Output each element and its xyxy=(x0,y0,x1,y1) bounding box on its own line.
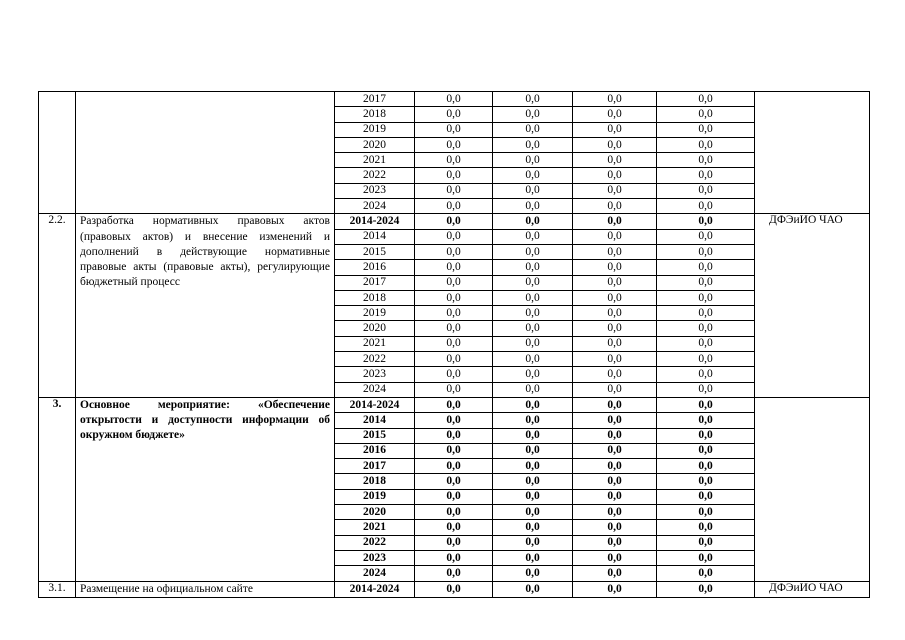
year-cell: 2016 xyxy=(335,260,415,275)
value-cell: 0,0 xyxy=(493,397,573,412)
value-cell: 0,0 xyxy=(493,535,573,550)
value-cell: 0,0 xyxy=(415,107,493,122)
value-cell: 0,0 xyxy=(657,153,755,168)
value-cell: 0,0 xyxy=(573,92,657,107)
executor-cell: ДФЭиИО ЧАО xyxy=(755,214,870,398)
year-cell: 2019 xyxy=(335,306,415,321)
value-cell: 0,0 xyxy=(493,581,573,597)
section-number: 3. xyxy=(39,397,76,581)
value-cell: 0,0 xyxy=(415,306,493,321)
value-cell: 0,0 xyxy=(415,535,493,550)
year-cell: 2014-2024 xyxy=(335,581,415,597)
value-cell: 0,0 xyxy=(493,168,573,183)
value-cell: 0,0 xyxy=(657,275,755,290)
year-cell: 2018 xyxy=(335,474,415,489)
value-cell: 0,0 xyxy=(415,474,493,489)
value-cell: 0,0 xyxy=(573,199,657,214)
value-cell: 0,0 xyxy=(415,550,493,565)
value-cell: 0,0 xyxy=(573,352,657,367)
value-cell: 0,0 xyxy=(493,199,573,214)
value-cell: 0,0 xyxy=(415,443,493,458)
value-cell: 0,0 xyxy=(657,581,755,597)
value-cell: 0,0 xyxy=(573,107,657,122)
value-cell: 0,0 xyxy=(493,459,573,474)
value-cell: 0,0 xyxy=(573,535,657,550)
value-cell: 0,0 xyxy=(493,92,573,107)
year-cell: 2014-2024 xyxy=(335,214,415,229)
value-cell: 0,0 xyxy=(493,306,573,321)
value-cell: 0,0 xyxy=(493,428,573,443)
value-cell: 0,0 xyxy=(573,229,657,244)
table-row xyxy=(39,397,870,412)
value-cell: 0,0 xyxy=(415,122,493,137)
value-cell: 0,0 xyxy=(415,413,493,428)
value-cell: 0,0 xyxy=(657,122,755,137)
value-cell: 0,0 xyxy=(415,459,493,474)
value-cell: 0,0 xyxy=(657,107,755,122)
value-cell: 0,0 xyxy=(493,183,573,198)
value-cell: 0,0 xyxy=(493,352,573,367)
value-cell: 0,0 xyxy=(657,505,755,520)
value-cell: 0,0 xyxy=(573,336,657,351)
year-cell: 2014 xyxy=(335,413,415,428)
value-cell: 0,0 xyxy=(657,550,755,565)
year-cell: 2017 xyxy=(335,275,415,290)
value-cell: 0,0 xyxy=(493,443,573,458)
value-cell: 0,0 xyxy=(657,92,755,107)
table-row xyxy=(39,214,870,229)
year-cell: 2018 xyxy=(335,107,415,122)
value-cell: 0,0 xyxy=(657,306,755,321)
value-cell: 0,0 xyxy=(493,505,573,520)
value-cell: 0,0 xyxy=(415,137,493,152)
table-row xyxy=(39,581,870,597)
budget-table xyxy=(38,91,870,598)
year-cell: 2018 xyxy=(335,290,415,305)
year-cell: 2014 xyxy=(335,229,415,244)
value-cell: 0,0 xyxy=(573,505,657,520)
value-cell: 0,0 xyxy=(657,321,755,336)
value-cell: 0,0 xyxy=(415,520,493,535)
value-cell: 0,0 xyxy=(493,489,573,504)
value-cell: 0,0 xyxy=(415,367,493,382)
value-cell: 0,0 xyxy=(573,382,657,397)
executor-cell: ДФЭиИО ЧАО xyxy=(755,581,870,597)
value-cell: 0,0 xyxy=(415,229,493,244)
value-cell: 0,0 xyxy=(415,214,493,229)
value-cell: 0,0 xyxy=(573,137,657,152)
value-cell: 0,0 xyxy=(573,428,657,443)
section-number xyxy=(39,92,76,214)
year-cell: 2017 xyxy=(335,92,415,107)
value-cell: 0,0 xyxy=(493,382,573,397)
value-cell: 0,0 xyxy=(657,443,755,458)
value-cell: 0,0 xyxy=(573,122,657,137)
year-cell: 2024 xyxy=(335,566,415,581)
value-cell: 0,0 xyxy=(415,153,493,168)
value-cell: 0,0 xyxy=(573,153,657,168)
value-cell: 0,0 xyxy=(573,566,657,581)
year-cell: 2020 xyxy=(335,321,415,336)
value-cell: 0,0 xyxy=(493,336,573,351)
section-name: Основное мероприятие: «Обеспечение открытости и доступности информации об окружном бюджете» xyxy=(76,397,335,581)
year-cell: 2022 xyxy=(335,535,415,550)
value-cell: 0,0 xyxy=(415,382,493,397)
value-cell: 0,0 xyxy=(415,199,493,214)
year-cell: 2015 xyxy=(335,244,415,259)
value-cell: 0,0 xyxy=(573,581,657,597)
value-cell: 0,0 xyxy=(573,168,657,183)
value-cell: 0,0 xyxy=(493,107,573,122)
value-cell: 0,0 xyxy=(657,183,755,198)
value-cell: 0,0 xyxy=(415,168,493,183)
year-cell: 2023 xyxy=(335,367,415,382)
value-cell: 0,0 xyxy=(415,92,493,107)
year-cell: 2014-2024 xyxy=(335,397,415,412)
value-cell: 0,0 xyxy=(493,122,573,137)
year-cell: 2024 xyxy=(335,199,415,214)
value-cell: 0,0 xyxy=(657,489,755,504)
value-cell: 0,0 xyxy=(415,397,493,412)
section-number: 2.2. xyxy=(39,214,76,398)
value-cell: 0,0 xyxy=(657,290,755,305)
value-cell: 0,0 xyxy=(657,428,755,443)
year-cell: 2020 xyxy=(335,137,415,152)
value-cell: 0,0 xyxy=(493,474,573,489)
value-cell: 0,0 xyxy=(493,550,573,565)
year-cell: 2022 xyxy=(335,352,415,367)
section-name xyxy=(76,92,335,214)
value-cell: 0,0 xyxy=(573,459,657,474)
value-cell: 0,0 xyxy=(573,290,657,305)
value-cell: 0,0 xyxy=(573,397,657,412)
value-cell: 0,0 xyxy=(415,428,493,443)
value-cell: 0,0 xyxy=(415,505,493,520)
value-cell: 0,0 xyxy=(493,413,573,428)
value-cell: 0,0 xyxy=(657,382,755,397)
budget-table-body xyxy=(39,92,870,598)
value-cell: 0,0 xyxy=(493,367,573,382)
value-cell: 0,0 xyxy=(493,137,573,152)
value-cell: 0,0 xyxy=(493,520,573,535)
value-cell: 0,0 xyxy=(493,290,573,305)
year-cell: 2017 xyxy=(335,459,415,474)
value-cell: 0,0 xyxy=(415,336,493,351)
year-cell: 2021 xyxy=(335,520,415,535)
year-cell: 2021 xyxy=(335,336,415,351)
year-cell: 2022 xyxy=(335,168,415,183)
year-cell: 2021 xyxy=(335,153,415,168)
value-cell: 0,0 xyxy=(573,443,657,458)
value-cell: 0,0 xyxy=(415,352,493,367)
year-cell: 2019 xyxy=(335,489,415,504)
value-cell: 0,0 xyxy=(493,275,573,290)
value-cell: 0,0 xyxy=(573,413,657,428)
value-cell: 0,0 xyxy=(493,260,573,275)
year-cell: 2016 xyxy=(335,443,415,458)
value-cell: 0,0 xyxy=(493,229,573,244)
value-cell: 0,0 xyxy=(415,275,493,290)
year-cell: 2015 xyxy=(335,428,415,443)
value-cell: 0,0 xyxy=(573,260,657,275)
value-cell: 0,0 xyxy=(657,367,755,382)
value-cell: 0,0 xyxy=(573,550,657,565)
year-cell: 2020 xyxy=(335,505,415,520)
value-cell: 0,0 xyxy=(657,520,755,535)
value-cell: 0,0 xyxy=(657,535,755,550)
section-name: Размещение на официальном сайте xyxy=(76,581,335,597)
value-cell: 0,0 xyxy=(657,352,755,367)
value-cell: 0,0 xyxy=(415,489,493,504)
year-cell: 2023 xyxy=(335,183,415,198)
value-cell: 0,0 xyxy=(415,260,493,275)
year-cell: 2019 xyxy=(335,122,415,137)
value-cell: 0,0 xyxy=(657,244,755,259)
value-cell: 0,0 xyxy=(657,474,755,489)
value-cell: 0,0 xyxy=(415,321,493,336)
value-cell: 0,0 xyxy=(657,336,755,351)
value-cell: 0,0 xyxy=(657,260,755,275)
value-cell: 0,0 xyxy=(415,183,493,198)
value-cell: 0,0 xyxy=(657,566,755,581)
value-cell: 0,0 xyxy=(415,581,493,597)
value-cell: 0,0 xyxy=(573,321,657,336)
section-number: 3.1. xyxy=(39,581,76,597)
value-cell: 0,0 xyxy=(573,489,657,504)
value-cell: 0,0 xyxy=(415,566,493,581)
executor-cell xyxy=(755,397,870,581)
section-name: Разработка нормативных правовых актов (правовых актов) и внесение изменений и дополнений в действующие нормативные правовые акты (правовые акты), регулирующие бюджетный процесс xyxy=(76,214,335,398)
value-cell: 0,0 xyxy=(657,137,755,152)
value-cell: 0,0 xyxy=(493,321,573,336)
value-cell: 0,0 xyxy=(573,367,657,382)
value-cell: 0,0 xyxy=(415,244,493,259)
value-cell: 0,0 xyxy=(657,413,755,428)
value-cell: 0,0 xyxy=(657,199,755,214)
value-cell: 0,0 xyxy=(573,520,657,535)
value-cell: 0,0 xyxy=(573,474,657,489)
value-cell: 0,0 xyxy=(657,459,755,474)
value-cell: 0,0 xyxy=(493,566,573,581)
value-cell: 0,0 xyxy=(657,229,755,244)
value-cell: 0,0 xyxy=(657,214,755,229)
value-cell: 0,0 xyxy=(573,275,657,290)
value-cell: 0,0 xyxy=(573,244,657,259)
value-cell: 0,0 xyxy=(493,244,573,259)
table-row xyxy=(39,92,870,107)
value-cell: 0,0 xyxy=(657,397,755,412)
year-cell: 2023 xyxy=(335,550,415,565)
value-cell: 0,0 xyxy=(415,290,493,305)
value-cell: 0,0 xyxy=(573,183,657,198)
executor-cell xyxy=(755,92,870,214)
value-cell: 0,0 xyxy=(573,306,657,321)
value-cell: 0,0 xyxy=(493,153,573,168)
value-cell: 0,0 xyxy=(573,214,657,229)
year-cell: 2024 xyxy=(335,382,415,397)
value-cell: 0,0 xyxy=(657,168,755,183)
value-cell: 0,0 xyxy=(493,214,573,229)
